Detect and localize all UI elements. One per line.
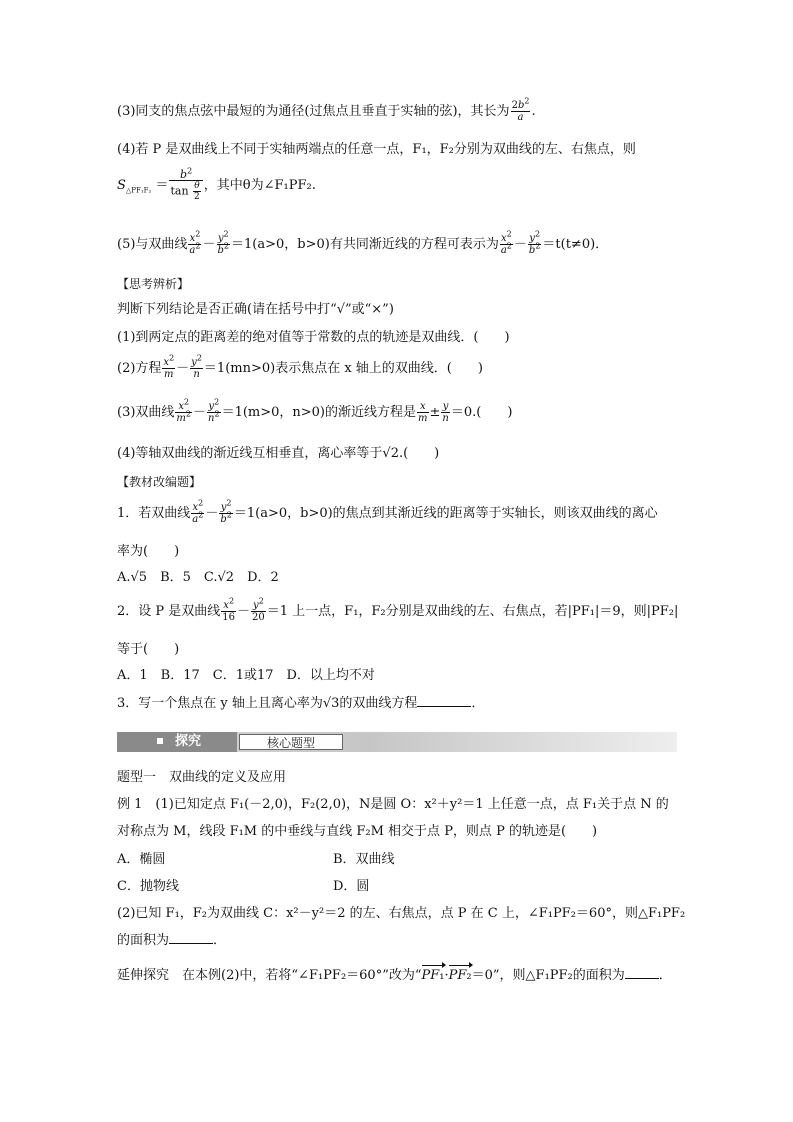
vector-pf2: PF₂	[448, 968, 472, 983]
example1-line2: 对称点为 M，线段 F₁M 的中垂线与直线 F₂M 相交于点 P，则点 P 的轨迹是( )	[117, 824, 598, 839]
think-item-3: (3)双曲线 $\frac{x^2}{m^2}$ － $\frac{y^2}{n^2}$ ＝1(m>0，n>0)的渐近线方程是 $\frac{x}{m}$ ± $\frac{y}{n}$ ＝0.( )	[117, 397, 513, 424]
extension-blank[interactable]	[625, 978, 659, 979]
banner-core-types: 核心题型	[239, 734, 343, 750]
option-d: D．圆	[333, 879, 370, 894]
property-5: (5)与双曲线 $\frac{x^2}{a^2}$ － $\frac{y^2}{b^2}$ ＝1(a>0，b>0)有共同渐近线的方程可表示为 $\frac{x^2}{a^2}$ － $\frac{y^2}{b^2}$ ＝t(t≠0)．	[117, 229, 609, 256]
fraction-2b2-over-a: $\frac{2b^2}{a}$	[511, 96, 530, 123]
extension-question: 延伸探究 在本例(2)中，若将“∠F₁PF₂＝60°”改为“PF₁·PF₂＝0”，则△F₁PF₂的面积为 ．	[117, 968, 672, 983]
textbook-q3: 3．写一个焦点在 y 轴上且离心率为√3的双曲线方程 ．	[117, 696, 485, 711]
option-b: B．双曲线	[333, 852, 395, 867]
type1-title: 题型一 双曲线的定义及应用	[117, 770, 287, 785]
think-item-1: (1)到两定点的距离差的绝对值等于常数的点的轨迹是双曲线．( )	[117, 330, 510, 345]
think-item-4: (4)等轴双曲线的渐近线互相垂直，离心率等于√2.( )	[117, 446, 440, 461]
property-4-line1: (4)若 P 是双曲线上不同于实轴两端点的任意一点，F₁，F₂分别为双曲线的左、右焦点，则	[117, 142, 636, 157]
property-4-line2: $S_{\triangle PF_1F_2}$ ＝ $b^2$ tan $\frac{\theta}{2}$ ，其中θ为∠F₁PF₂.	[117, 166, 316, 202]
example1-line1: 例 1 (1)已知定点 F₁(－2,0)，F₂(2,0)，N是圆 O：x²＋y²＝1 上任意一点，点 F₁关于点 N 的	[117, 797, 669, 812]
example1-part2-line2: 的面积为 ．	[117, 933, 227, 948]
textbook-q2-cont: 等于( )	[117, 642, 180, 657]
textbook-q1: 1．若双曲线 $\frac{x^2}{a^2}$ － $\frac{y^2}{b^2}$ ＝1(a>0，b>0)的焦点到其渐近线的距离等于实轴长，则该双曲线的离心	[117, 498, 658, 525]
think-item-2: (2)方程 $\frac{x^2}{m}$ － $\frac{y^2}{n}$ ＝1(mn>0)表示焦点在 x 轴上的双曲线．( )	[117, 353, 483, 380]
property-3: (3)同支的焦点弦中最短的为通径(过焦点且垂直于实轴的弦)，其长为 $\frac{2b^2}{a}$ .	[117, 96, 536, 123]
option-a: A．椭圆	[117, 852, 166, 867]
textbook-header: 【教材改编题】	[117, 475, 202, 489]
vector-pf1: PF₁	[421, 968, 445, 983]
textbook-q1-cont: 率为( )	[117, 544, 180, 559]
textbook-q2-options: A．1 B．17 C．1或17 D．以上均不对	[117, 668, 375, 683]
example1-part2-line1: (2)已知 F₁，F₂为双曲线 C：x²－y²＝2 的左、右焦点，点 P 在 C 上，∠F₁PF₂＝60°，则△F₁PF₂	[117, 906, 686, 921]
square-icon	[157, 738, 163, 744]
textbook-q2: 2．设 P 是双曲线 $\frac{x^2}{16}$ － $\frac{y^2}{20}$ ＝1 上一点，F₁，F₂分别是双曲线的左、右焦点，若|PF₁|＝9，则|PF₂|	[117, 596, 679, 623]
answer-blank[interactable]	[417, 706, 471, 707]
banner-explore: 探究	[117, 732, 237, 752]
think-header: 【思考辨析】	[117, 277, 190, 291]
section-banner	[117, 732, 677, 752]
think-intro: 判断下列结论是否正确(请在括号中打“√”或“×”)	[117, 302, 394, 317]
option-c: C．抛物线	[117, 879, 179, 894]
fraction-b2-over-tan: $b^2$ tan $\frac{\theta}{2}$	[169, 169, 202, 202]
area-blank[interactable]	[169, 943, 213, 944]
textbook-q1-options: A.√5 B．5 C.√2 D．2	[117, 570, 279, 585]
